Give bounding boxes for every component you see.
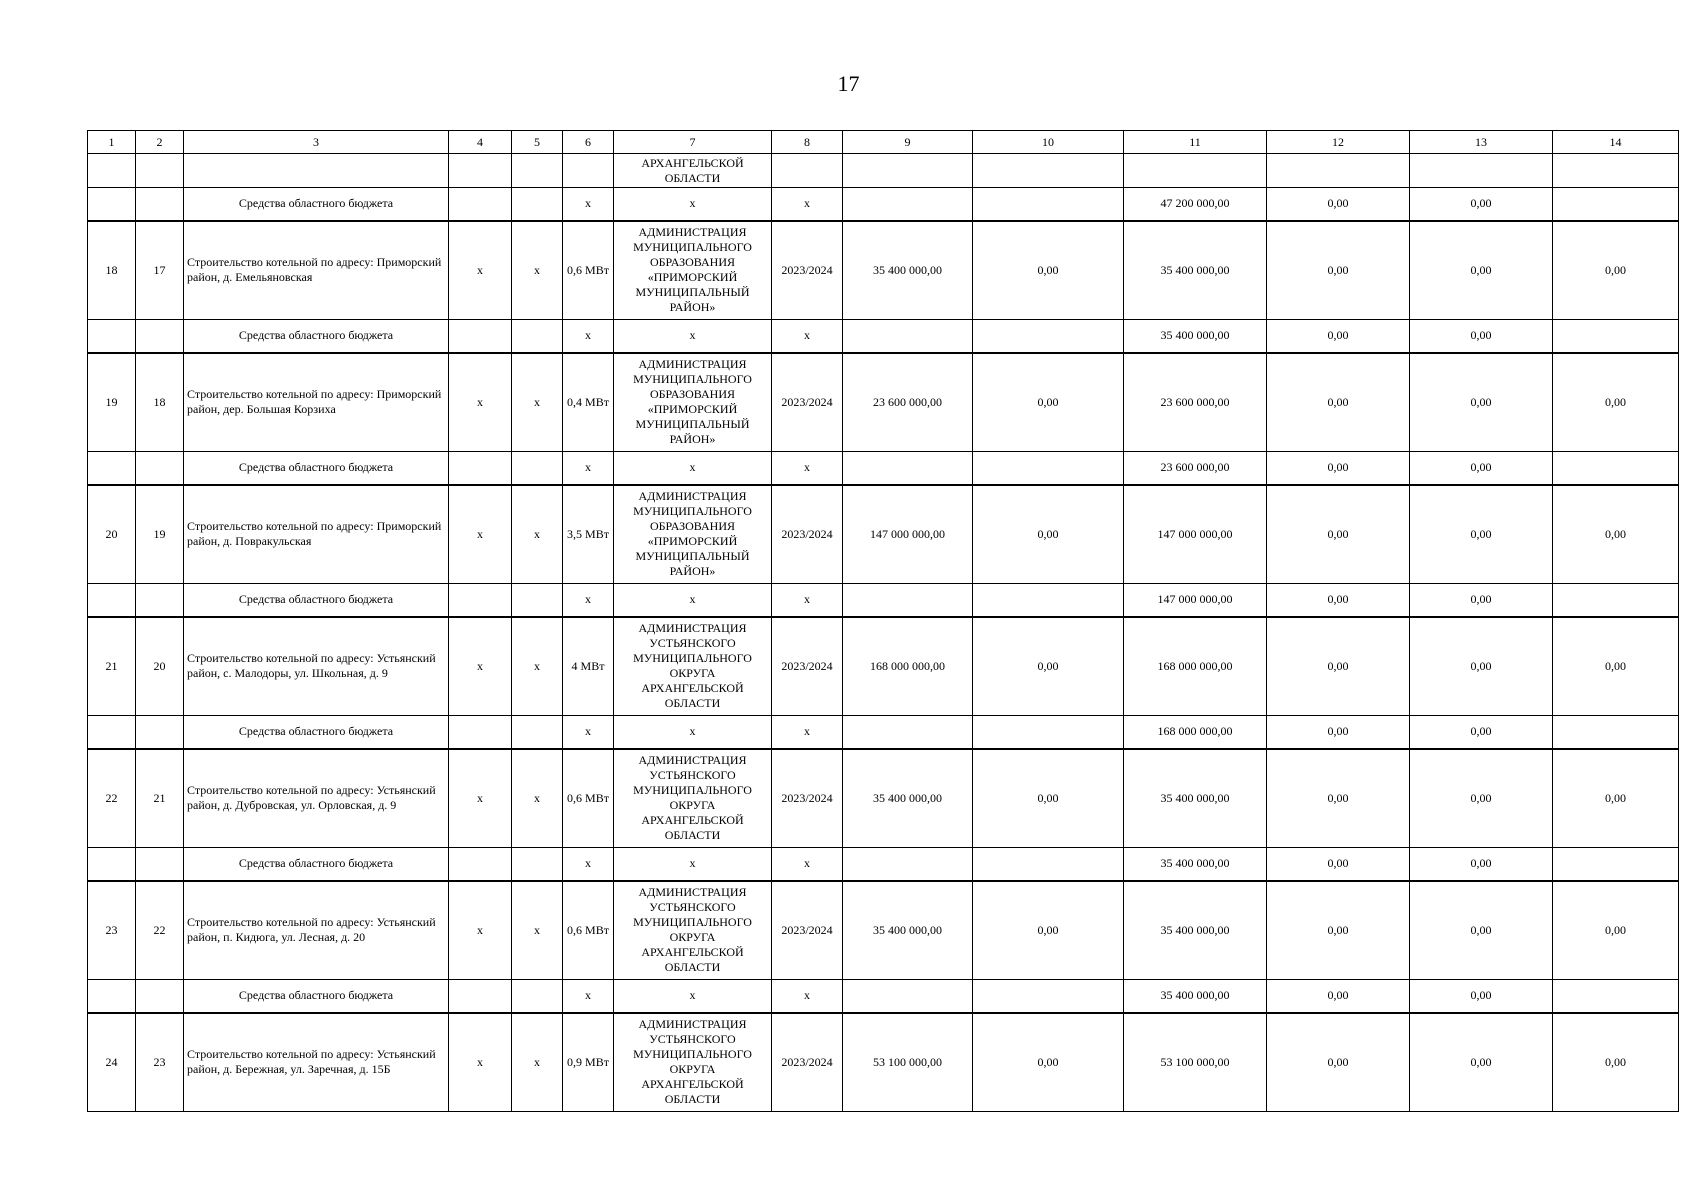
- cell-item-number: [136, 980, 184, 1013]
- header-cell: 9: [843, 131, 973, 154]
- cell-col9: [843, 154, 973, 188]
- cell-period: х: [772, 980, 843, 1013]
- cell-item-number: [136, 188, 184, 221]
- cell-col12: 0,00: [1267, 1013, 1410, 1112]
- cell-item-number: [136, 848, 184, 881]
- cell-col11: 23 600 000,00: [1124, 452, 1267, 485]
- cell-item-number: 21: [136, 749, 184, 848]
- cell-row-number: [88, 584, 136, 617]
- cell-col9: [843, 980, 973, 1013]
- cell-col9: 35 400 000,00: [843, 881, 973, 980]
- cell-administrator: АДМИНИСТРАЦИЯ УСТЬЯНСКОГО МУНИЦИПАЛЬНОГО ОКРУГА АРХАНГЕЛЬСКОЙ ОБЛАСТИ: [614, 617, 772, 716]
- cell-item-number: 18: [136, 353, 184, 452]
- cell-capacity: 4 МВт: [563, 617, 614, 716]
- cell-col12: 0,00: [1267, 320, 1410, 353]
- cell-capacity: х: [563, 320, 614, 353]
- subtotal-row: [88, 848, 1679, 881]
- cell-capacity: х: [563, 848, 614, 881]
- cell-col5: [512, 320, 563, 353]
- cell-col12: 0,00: [1267, 881, 1410, 980]
- cell-capacity: [563, 154, 614, 188]
- cell-col13: 0,00: [1410, 1013, 1553, 1112]
- cell-col13: 0,00: [1410, 584, 1553, 617]
- cell-col5: х: [512, 353, 563, 452]
- cell-item-number: [136, 452, 184, 485]
- table-row: [88, 749, 1679, 848]
- cell-col11: 35 400 000,00: [1124, 320, 1267, 353]
- cell-col14: 0,00: [1553, 353, 1679, 452]
- cell-col11: 147 000 000,00: [1124, 485, 1267, 584]
- cell-col11: [1124, 154, 1267, 188]
- cell-administrator: х: [614, 188, 772, 221]
- cell-col14: [1553, 584, 1679, 617]
- cell-col4: [449, 452, 512, 485]
- cell-col10: [973, 980, 1124, 1013]
- cell-col12: 0,00: [1267, 749, 1410, 848]
- cell-col10: [973, 188, 1124, 221]
- cell-period: 2023/2024: [772, 485, 843, 584]
- header-cell: 3: [184, 131, 449, 154]
- cell-period: 2023/2024: [772, 221, 843, 320]
- subtotal-row: [88, 716, 1679, 749]
- cell-col4: [449, 980, 512, 1013]
- cell-period: х: [772, 188, 843, 221]
- cell-administrator: х: [614, 320, 772, 353]
- cell-item-number: 17: [136, 221, 184, 320]
- table-row: [88, 1013, 1679, 1112]
- cell-col13: 0,00: [1410, 221, 1553, 320]
- cell-col14: [1553, 320, 1679, 353]
- cell-description: Строительство котельной по адресу: Устьянский район, п. Кидюга, ул. Лесная, д. 20: [184, 881, 449, 980]
- cell-col5: х: [512, 749, 563, 848]
- cell-period: 2023/2024: [772, 353, 843, 452]
- cell-capacity: 0,6 МВт: [563, 881, 614, 980]
- cell-row-number: 18: [88, 221, 136, 320]
- cell-administrator: АДМИНИСТРАЦИЯ МУНИЦИПАЛЬНОГО ОБРАЗОВАНИЯ «ПРИМОРСКИЙ МУНИЦИПАЛЬНЫЙ РАЙОН»: [614, 221, 772, 320]
- cell-col14: 0,00: [1553, 485, 1679, 584]
- cell-administrator: х: [614, 452, 772, 485]
- cell-col11: 53 100 000,00: [1124, 1013, 1267, 1112]
- data-table: [87, 130, 1679, 1112]
- cell-col9: 35 400 000,00: [843, 221, 973, 320]
- cell-col4: х: [449, 881, 512, 980]
- cell-col14: [1553, 980, 1679, 1013]
- cell-capacity: х: [563, 716, 614, 749]
- cell-item-number: [136, 584, 184, 617]
- subtotal-row: [88, 188, 1679, 221]
- cell-period: 2023/2024: [772, 617, 843, 716]
- cell-col4: х: [449, 485, 512, 584]
- cell-col11: 168 000 000,00: [1124, 617, 1267, 716]
- cell-col12: 0,00: [1267, 980, 1410, 1013]
- header-cell: 8: [772, 131, 843, 154]
- cell-description: Строительство котельной по адресу: Приморский район, дер. Большая Корзиха: [184, 353, 449, 452]
- cell-description: Средства областного бюджета: [184, 848, 449, 881]
- cell-col4: [449, 848, 512, 881]
- cell-capacity: 3,5 МВт: [563, 485, 614, 584]
- cell-col4: [449, 584, 512, 617]
- cell-col11: 35 400 000,00: [1124, 749, 1267, 848]
- cell-col10: 0,00: [973, 485, 1124, 584]
- table-row: [88, 221, 1679, 320]
- cell-col9: 35 400 000,00: [843, 749, 973, 848]
- subtotal-row: [88, 452, 1679, 485]
- cell-col14: [1553, 716, 1679, 749]
- header-cell: 13: [1410, 131, 1553, 154]
- cell-item-number: [136, 716, 184, 749]
- cell-description: [184, 154, 449, 188]
- cell-period: 2023/2024: [772, 1013, 843, 1112]
- cell-period: х: [772, 584, 843, 617]
- header-cell: 2: [136, 131, 184, 154]
- cell-col13: 0,00: [1410, 848, 1553, 881]
- cell-col13: 0,00: [1410, 749, 1553, 848]
- cell-col13: 0,00: [1410, 353, 1553, 452]
- continuation-row: [88, 154, 1679, 188]
- cell-col9: [843, 188, 973, 221]
- cell-row-number: 23: [88, 881, 136, 980]
- cell-col9: 23 600 000,00: [843, 353, 973, 452]
- cell-col12: [1267, 154, 1410, 188]
- cell-col11: 47 200 000,00: [1124, 188, 1267, 221]
- cell-description: Строительство котельной по адресу: Устьянский район, д. Дубровская, ул. Орловская, д. 9: [184, 749, 449, 848]
- cell-col4: х: [449, 1013, 512, 1112]
- cell-capacity: х: [563, 584, 614, 617]
- cell-period: х: [772, 848, 843, 881]
- cell-col14: 0,00: [1553, 617, 1679, 716]
- cell-description: Средства областного бюджета: [184, 452, 449, 485]
- cell-col5: [512, 584, 563, 617]
- cell-col11: 35 400 000,00: [1124, 980, 1267, 1013]
- cell-administrator: АДМИНИСТРАЦИЯ УСТЬЯНСКОГО МУНИЦИПАЛЬНОГО ОКРУГА АРХАНГЕЛЬСКОЙ ОБЛАСТИ: [614, 881, 772, 980]
- cell-col5: [512, 154, 563, 188]
- page-number: 17: [837, 71, 860, 96]
- cell-col5: [512, 452, 563, 485]
- cell-col5: [512, 716, 563, 749]
- cell-col10: [973, 716, 1124, 749]
- cell-administrator: х: [614, 980, 772, 1013]
- cell-col12: 0,00: [1267, 848, 1410, 881]
- cell-item-number: 23: [136, 1013, 184, 1112]
- cell-description: Средства областного бюджета: [184, 716, 449, 749]
- table-body: [88, 131, 1679, 1112]
- cell-col14: 0,00: [1553, 749, 1679, 848]
- header-cell: 6: [563, 131, 614, 154]
- cell-col9: [843, 848, 973, 881]
- cell-col13: 0,00: [1410, 881, 1553, 980]
- cell-description: Средства областного бюджета: [184, 320, 449, 353]
- cell-col5: х: [512, 1013, 563, 1112]
- cell-administrator: АРХАНГЕЛЬСКОЙ ОБЛАСТИ: [614, 154, 772, 188]
- cell-row-number: 20: [88, 485, 136, 584]
- cell-col12: 0,00: [1267, 716, 1410, 749]
- cell-col4: [449, 320, 512, 353]
- cell-row-number: 19: [88, 353, 136, 452]
- cell-row-number: [88, 188, 136, 221]
- cell-col12: 0,00: [1267, 485, 1410, 584]
- cell-period: [772, 154, 843, 188]
- table-row: [88, 485, 1679, 584]
- cell-col13: 0,00: [1410, 188, 1553, 221]
- cell-description: Строительство котельной по адресу: Приморский район, д. Емельяновская: [184, 221, 449, 320]
- cell-col14: 0,00: [1553, 881, 1679, 980]
- cell-col10: 0,00: [973, 617, 1124, 716]
- cell-col14: [1553, 188, 1679, 221]
- cell-administrator: х: [614, 584, 772, 617]
- cell-col10: [973, 584, 1124, 617]
- cell-capacity: х: [563, 188, 614, 221]
- cell-col10: 0,00: [973, 881, 1124, 980]
- cell-col13: 0,00: [1410, 716, 1553, 749]
- cell-col13: 0,00: [1410, 980, 1553, 1013]
- cell-col4: х: [449, 617, 512, 716]
- cell-period: х: [772, 320, 843, 353]
- cell-item-number: [136, 154, 184, 188]
- cell-col4: х: [449, 221, 512, 320]
- table-row: [88, 881, 1679, 980]
- cell-col4: [449, 188, 512, 221]
- cell-row-number: [88, 320, 136, 353]
- cell-description: Строительство котельной по адресу: Устьянский район, с. Малодоры, ул. Школьная, д. 9: [184, 617, 449, 716]
- cell-item-number: 19: [136, 485, 184, 584]
- header-cell: 5: [512, 131, 563, 154]
- cell-col11: 147 000 000,00: [1124, 584, 1267, 617]
- subtotal-row: [88, 980, 1679, 1013]
- cell-col12: 0,00: [1267, 452, 1410, 485]
- cell-administrator: х: [614, 848, 772, 881]
- cell-administrator: АДМИНИСТРАЦИЯ МУНИЦИПАЛЬНОГО ОБРАЗОВАНИЯ «ПРИМОРСКИЙ МУНИЦИПАЛЬНЫЙ РАЙОН»: [614, 353, 772, 452]
- cell-col4: х: [449, 353, 512, 452]
- cell-col11: 168 000 000,00: [1124, 716, 1267, 749]
- cell-col10: [973, 848, 1124, 881]
- cell-period: 2023/2024: [772, 749, 843, 848]
- cell-description: Строительство котельной по адресу: Устьянский район, д. Бережная, ул. Заречная, д. 15Б: [184, 1013, 449, 1112]
- cell-col9: [843, 452, 973, 485]
- cell-description: Средства областного бюджета: [184, 980, 449, 1013]
- cell-row-number: [88, 452, 136, 485]
- cell-capacity: 0,9 МВт: [563, 1013, 614, 1112]
- cell-row-number: [88, 154, 136, 188]
- cell-col11: 35 400 000,00: [1124, 221, 1267, 320]
- cell-col5: х: [512, 881, 563, 980]
- cell-col12: 0,00: [1267, 584, 1410, 617]
- cell-col9: 147 000 000,00: [843, 485, 973, 584]
- subtotal-row: [88, 320, 1679, 353]
- cell-col9: [843, 716, 973, 749]
- cell-row-number: [88, 848, 136, 881]
- header-cell: 11: [1124, 131, 1267, 154]
- cell-row-number: 22: [88, 749, 136, 848]
- cell-capacity: 0,6 МВт: [563, 221, 614, 320]
- cell-col12: 0,00: [1267, 353, 1410, 452]
- cell-col11: 35 400 000,00: [1124, 848, 1267, 881]
- table-row: [88, 617, 1679, 716]
- table-row: [88, 353, 1679, 452]
- cell-col5: х: [512, 617, 563, 716]
- header-cell: 12: [1267, 131, 1410, 154]
- cell-description: Строительство котельной по адресу: Приморский район, д. Повракульская: [184, 485, 449, 584]
- header-cell: 14: [1553, 131, 1679, 154]
- cell-col5: [512, 848, 563, 881]
- cell-period: 2023/2024: [772, 881, 843, 980]
- cell-row-number: 21: [88, 617, 136, 716]
- cell-col12: 0,00: [1267, 617, 1410, 716]
- cell-administrator: АДМИНИСТРАЦИЯ УСТЬЯНСКОГО МУНИЦИПАЛЬНОГО ОКРУГА АРХАНГЕЛЬСКОЙ ОБЛАСТИ: [614, 1013, 772, 1112]
- cell-col10: [973, 452, 1124, 485]
- cell-col9: 53 100 000,00: [843, 1013, 973, 1112]
- cell-col14: 0,00: [1553, 221, 1679, 320]
- cell-period: х: [772, 452, 843, 485]
- cell-col14: [1553, 154, 1679, 188]
- cell-administrator: АДМИНИСТРАЦИЯ МУНИЦИПАЛЬНОГО ОБРАЗОВАНИЯ «ПРИМОРСКИЙ МУНИЦИПАЛЬНЫЙ РАЙОН»: [614, 485, 772, 584]
- cell-col9: [843, 584, 973, 617]
- cell-col10: 0,00: [973, 353, 1124, 452]
- cell-col14: [1553, 848, 1679, 881]
- cell-col13: 0,00: [1410, 452, 1553, 485]
- cell-col11: 35 400 000,00: [1124, 881, 1267, 980]
- header-cell: 1: [88, 131, 136, 154]
- cell-col10: 0,00: [973, 221, 1124, 320]
- cell-administrator: х: [614, 716, 772, 749]
- header-row: [88, 131, 1679, 154]
- cell-col5: х: [512, 485, 563, 584]
- cell-row-number: 24: [88, 1013, 136, 1112]
- cell-col5: [512, 188, 563, 221]
- cell-col10: 0,00: [973, 749, 1124, 848]
- cell-col9: 168 000 000,00: [843, 617, 973, 716]
- header-cell: 7: [614, 131, 772, 154]
- cell-item-number: 20: [136, 617, 184, 716]
- cell-col4: [449, 716, 512, 749]
- cell-period: х: [772, 716, 843, 749]
- cell-col14: [1553, 452, 1679, 485]
- cell-capacity: 0,4 МВт: [563, 353, 614, 452]
- cell-row-number: [88, 980, 136, 1013]
- cell-col4: [449, 154, 512, 188]
- cell-row-number: [88, 716, 136, 749]
- cell-col9: [843, 320, 973, 353]
- cell-col12: 0,00: [1267, 221, 1410, 320]
- cell-col13: [1410, 154, 1553, 188]
- cell-col12: 0,00: [1267, 188, 1410, 221]
- cell-administrator: АДМИНИСТРАЦИЯ УСТЬЯНСКОГО МУНИЦИПАЛЬНОГО ОКРУГА АРХАНГЕЛЬСКОЙ ОБЛАСТИ: [614, 749, 772, 848]
- cell-col14: 0,00: [1553, 1013, 1679, 1112]
- cell-col13: 0,00: [1410, 617, 1553, 716]
- cell-capacity: х: [563, 452, 614, 485]
- cell-description: Средства областного бюджета: [184, 584, 449, 617]
- cell-col5: х: [512, 221, 563, 320]
- header-cell: 4: [449, 131, 512, 154]
- cell-col10: 0,00: [973, 1013, 1124, 1112]
- cell-item-number: 22: [136, 881, 184, 980]
- cell-description: Средства областного бюджета: [184, 188, 449, 221]
- cell-col13: 0,00: [1410, 320, 1553, 353]
- header-cell: 10: [973, 131, 1124, 154]
- cell-col10: [973, 320, 1124, 353]
- cell-capacity: х: [563, 980, 614, 1013]
- cell-col11: 23 600 000,00: [1124, 353, 1267, 452]
- cell-col10: [973, 154, 1124, 188]
- cell-col5: [512, 980, 563, 1013]
- cell-capacity: 0,6 МВт: [563, 749, 614, 848]
- cell-item-number: [136, 320, 184, 353]
- cell-col4: х: [449, 749, 512, 848]
- subtotal-row: [88, 584, 1679, 617]
- cell-col13: 0,00: [1410, 485, 1553, 584]
